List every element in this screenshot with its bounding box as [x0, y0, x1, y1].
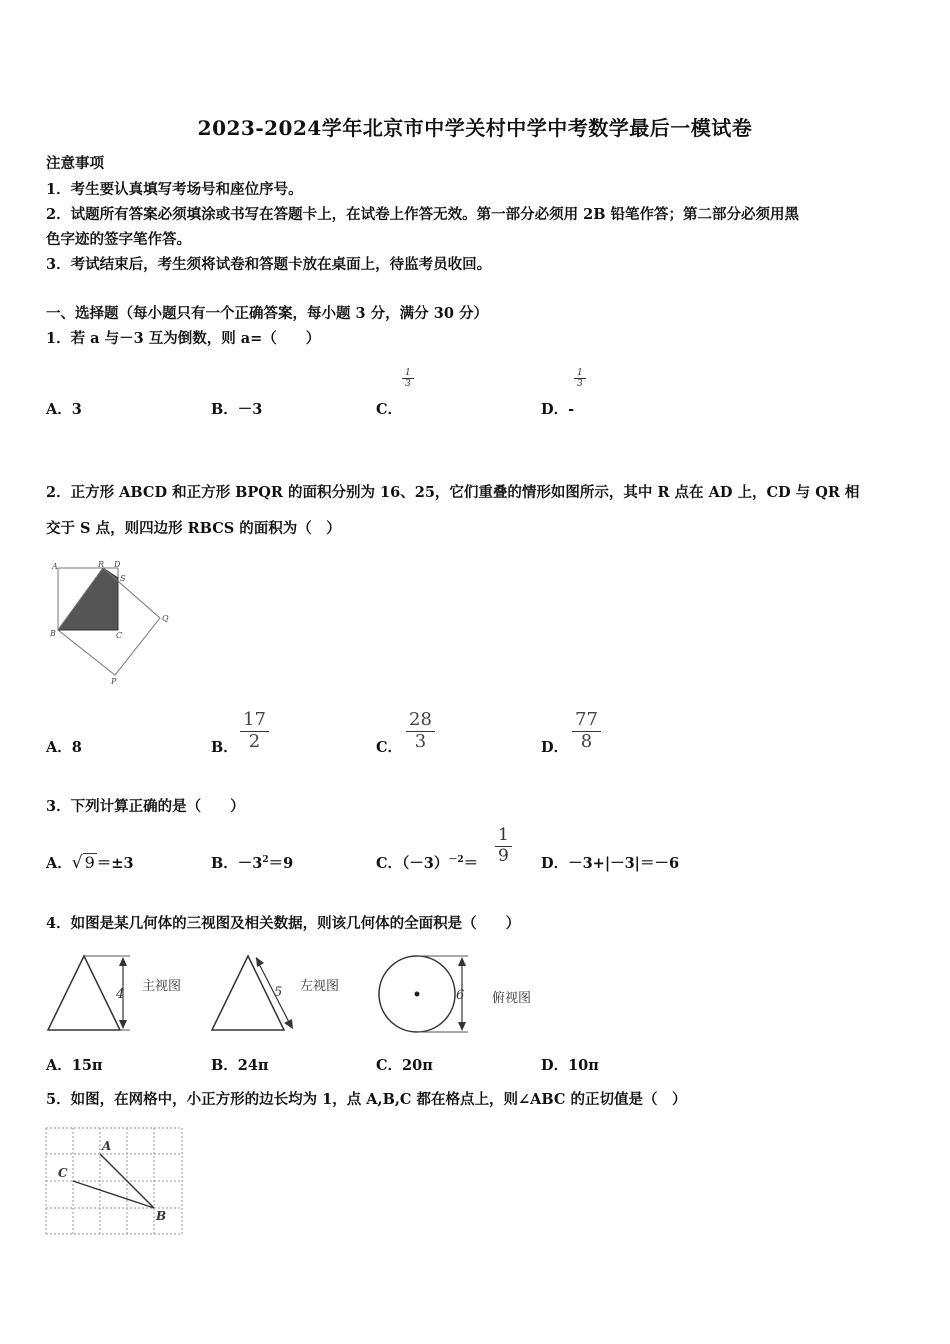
- label-d: D: [114, 560, 121, 569]
- q4-option-d: D．10π: [541, 1057, 599, 1074]
- label-b: B: [156, 1209, 167, 1223]
- shaded-rbcs: [58, 568, 118, 630]
- top-center-dot: [415, 992, 420, 997]
- page-title: 2023-2024学年北京市中学关村中学中考数学最后一模试卷: [197, 116, 753, 140]
- segment-cb: [73, 1181, 154, 1208]
- notice-item-2-line-1: 2．试题所有答案必须填涂或书写在答题卡上，在试卷上作答无效。第一部分必须用 2B 铅笔作答；第二部分必须用黑: [46, 206, 800, 223]
- notice-heading: 注意事项: [46, 155, 104, 172]
- fraction-numerator: 1: [495, 826, 512, 847]
- top-dimension: 6: [456, 988, 465, 1003]
- label-r: R: [98, 560, 105, 569]
- q1-option-b: B．－3: [211, 401, 263, 418]
- q2-option-b: B．: [211, 739, 238, 756]
- sqrt-radicand: 9: [84, 853, 95, 873]
- q1-option-a: A．3: [46, 401, 82, 418]
- fraction-denominator: 2: [248, 730, 261, 752]
- fraction-numerator: 77: [572, 710, 601, 732]
- q4-top-view: [374, 950, 538, 1036]
- q2-square-figure: [44, 558, 184, 686]
- question-1-stem: 1．若 a 与－3 互为倒数，则 a=（ ）: [46, 330, 321, 347]
- label-q: Q: [162, 614, 169, 623]
- segment-ab: [100, 1154, 154, 1208]
- label-c: C: [58, 1166, 68, 1180]
- q3-option-c: [376, 852, 478, 873]
- q4-front-view: [44, 950, 204, 1034]
- label-b: B: [50, 629, 56, 638]
- sqrt-symbol: √ 9: [71, 853, 95, 873]
- label-a: A: [102, 1139, 112, 1153]
- q2-option-c-fraction: [406, 710, 435, 752]
- q3-option-b: [211, 852, 293, 873]
- front-view-label: 主视图: [142, 979, 182, 994]
- q5-grid-figure: [44, 1126, 186, 1238]
- q4-option-a: A．15π: [46, 1057, 103, 1074]
- q4-left-view: [208, 950, 358, 1034]
- notice-item-1: 1．考生要认真填写考场号和座位序号。: [46, 181, 303, 198]
- q1-option-d-fraction: [574, 368, 586, 390]
- question-2-stem-line-2: 交于 S 点，则四边形 RBCS 的面积为（ ）: [46, 520, 341, 537]
- q3-option-c-prefix: C．（－3）: [376, 855, 449, 872]
- fraction-denominator: 3: [405, 379, 411, 390]
- q3-option-b-exponent: 2: [262, 855, 269, 866]
- q1-option-c: C．: [376, 401, 403, 418]
- front-dimension: 4: [116, 987, 125, 1002]
- q3-option-a: [46, 852, 134, 873]
- fraction-numerator: 1: [402, 368, 414, 379]
- question-3-stem: 3．下列计算正确的是（ ）: [46, 798, 245, 815]
- section-heading: 一、选择题（每小题只有一个正确答案，每小题 3 分，满分 30 分）: [46, 305, 488, 322]
- q3-option-c-fraction: [495, 826, 512, 866]
- q4-option-c: C．20π: [376, 1057, 433, 1074]
- q2-option-c: C．: [376, 739, 403, 756]
- label-p: P: [111, 677, 117, 686]
- fraction-denominator: 3: [577, 379, 583, 390]
- label-s: S: [120, 574, 126, 583]
- question-2-stem-line-1: 2．正方形 ABCD 和正方形 BPQR 的面积分别为 16、25，它们重叠的情形如图所示，其中 R 点在 AD 上，CD 与 QR 相: [46, 484, 860, 501]
- question-4-stem: 4．如图是某几何体的三视图及相关数据，则该几何体的全面积是（ ）: [46, 915, 521, 932]
- left-dimension: 5: [274, 985, 283, 1000]
- label-c: C: [116, 631, 123, 640]
- q3-option-c-equals: ＝: [463, 855, 479, 872]
- q2-option-a: A．8: [46, 739, 82, 756]
- fraction-numerator: 17: [240, 710, 269, 732]
- left-view-label: 左视图: [300, 979, 340, 994]
- fraction-denominator: 8: [580, 730, 593, 752]
- notice-item-3: 3．考试结束后，考生须将试卷和答题卡放在桌面上，待监考员收回。: [46, 256, 492, 273]
- q4-option-b: B．24π: [211, 1057, 269, 1074]
- q1-option-c-fraction: [402, 368, 414, 390]
- q2-option-d: D．: [541, 739, 569, 756]
- label-a: A: [52, 562, 58, 571]
- q3-option-a-prefix: A．: [46, 855, 72, 872]
- q1-option-d: D．-: [541, 401, 575, 418]
- q3-option-d: D．－3+|－3|＝－6: [541, 855, 680, 872]
- q2-option-d-fraction: [572, 710, 601, 752]
- top-view-label: 俯视图: [492, 991, 532, 1006]
- q3-option-b-suffix: ＝9: [268, 855, 294, 872]
- fraction-denominator: 9: [498, 845, 509, 866]
- q3-option-b-prefix: B．－3: [211, 855, 263, 872]
- question-5-stem: 5．如图，在网格中，小正方形的边长均为 1，点 A,B,C 都在格点上，则∠ABC 的正切值是（ ）: [46, 1091, 687, 1108]
- fraction-denominator: 3: [414, 730, 427, 752]
- notice-item-2-line-2: 色字迹的签字笔作答。: [46, 231, 191, 248]
- front-triangle: [48, 956, 120, 1030]
- q3-option-c-exponent: －2: [448, 855, 464, 866]
- q2-option-b-fraction: [240, 710, 269, 752]
- q3-option-a-suffix: ＝±3: [96, 855, 134, 872]
- fraction-numerator: 1: [574, 368, 586, 379]
- fraction-numerator: 28: [406, 710, 435, 732]
